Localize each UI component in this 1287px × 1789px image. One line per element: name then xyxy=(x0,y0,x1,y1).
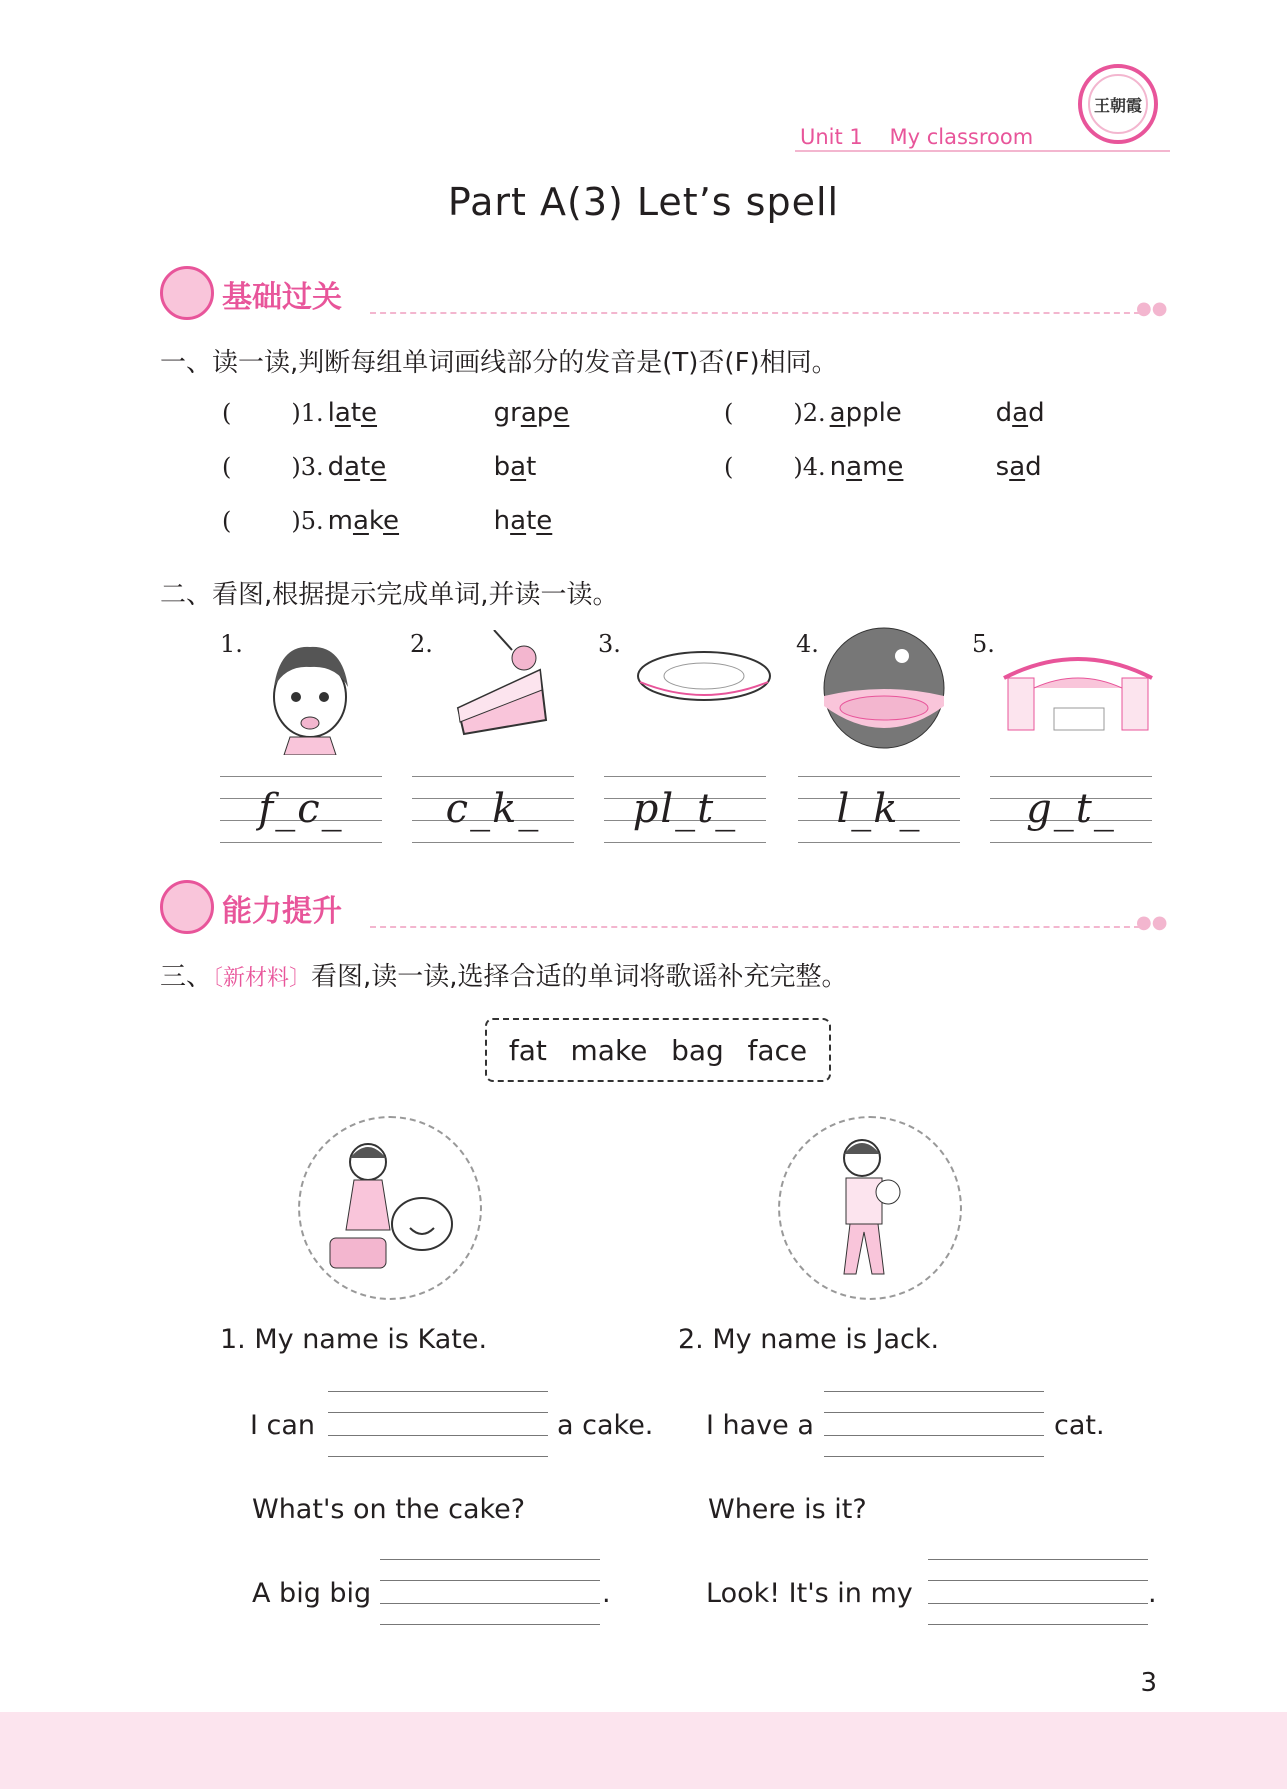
word-option: fat xyxy=(508,1033,547,1067)
sentence: 1. My name is Kate. xyxy=(220,1324,488,1355)
question-heading: 一、读一读,判断每组单词画线部分的发音是(T)否(F)相同。 xyxy=(160,348,838,378)
word-b xyxy=(494,452,537,482)
word-option: bag xyxy=(671,1033,724,1067)
new-material-tag: 〔新材料〕 xyxy=(212,966,312,991)
underlined-letter: a xyxy=(334,398,351,428)
plate-icon xyxy=(634,648,774,708)
item-number: )1. xyxy=(291,399,324,427)
word-part: t xyxy=(350,398,362,428)
word-option: make xyxy=(570,1033,648,1067)
cake-icon xyxy=(450,630,560,740)
underlined-letter: a xyxy=(344,452,361,482)
underlined-letter: a xyxy=(1009,452,1026,482)
answer-blank[interactable] xyxy=(928,1559,1148,1625)
word-a xyxy=(830,398,996,428)
answer-blank[interactable] xyxy=(380,1559,600,1625)
gate-icon xyxy=(1000,648,1156,732)
word-part: p xyxy=(536,398,554,428)
word-part: b xyxy=(493,452,511,482)
word-part: n xyxy=(829,452,847,482)
judge-item xyxy=(222,506,552,536)
logo-text: 王朝霞 xyxy=(1088,74,1148,134)
underlined-letter: e xyxy=(553,398,570,428)
section-title: 能力提升 xyxy=(222,894,342,929)
kate-cake-icon xyxy=(300,1118,480,1298)
sentence: Where is it? xyxy=(708,1494,867,1525)
item-number: )3. xyxy=(291,453,324,481)
item-number: )4. xyxy=(793,453,826,481)
underlined-letter: e xyxy=(361,398,378,428)
writing-grid[interactable] xyxy=(604,776,766,842)
word-part: h xyxy=(493,506,511,536)
student-avatar-icon xyxy=(160,266,214,320)
word-part: m xyxy=(327,506,353,536)
word-hint: l_k_ xyxy=(836,786,922,832)
sentence-suffix: cat. xyxy=(1054,1410,1105,1441)
word-part: s xyxy=(995,452,1010,482)
item-number: 4. xyxy=(796,630,819,658)
word-b xyxy=(494,398,570,428)
item-number: 3. xyxy=(598,630,621,658)
word-part: m xyxy=(862,452,888,482)
answer-paren[interactable]: ( xyxy=(222,507,232,535)
underlined-letter: a xyxy=(846,452,863,482)
word-part: d xyxy=(995,398,1013,428)
page-title: Part A(3) Let’s spell xyxy=(447,180,840,224)
writing-grid[interactable] xyxy=(412,776,574,842)
answer-paren[interactable]: ( xyxy=(222,399,232,427)
sentence-prefix: Look! It's in my xyxy=(706,1578,913,1609)
word-part: t xyxy=(526,452,537,482)
sentence-suffix: . xyxy=(1148,1578,1157,1609)
sentence: What's on the cake? xyxy=(252,1494,526,1525)
header-rule xyxy=(795,150,1170,152)
word-part: t xyxy=(526,506,537,536)
writing-grid[interactable] xyxy=(990,776,1152,842)
word-bank xyxy=(485,1018,831,1082)
answer-paren[interactable]: ( xyxy=(724,453,734,481)
publisher-logo xyxy=(1078,64,1158,144)
word-a xyxy=(328,506,494,536)
lake-icon xyxy=(822,626,946,750)
word-a xyxy=(328,398,494,428)
word-part: pple xyxy=(845,398,902,428)
dots-icon: ●● xyxy=(1136,298,1168,319)
word-hint: g_t_ xyxy=(1026,786,1116,832)
underlined-letter: e xyxy=(383,506,400,536)
answer-paren[interactable]: ( xyxy=(222,453,232,481)
page-number: 3 xyxy=(1140,1668,1157,1698)
writing-grid[interactable] xyxy=(798,776,960,842)
question-text: 看图,读一读,选择合适的单词将歌谣补充完整。 xyxy=(311,962,848,992)
sentence-prefix: A big big xyxy=(252,1578,372,1609)
underlined-letter: a xyxy=(520,398,537,428)
word-a xyxy=(328,452,494,482)
underlined-letter: a xyxy=(352,506,369,536)
word-part: d xyxy=(1025,452,1042,482)
item-number: 1. xyxy=(220,630,243,658)
sentence-prefix: I can xyxy=(250,1410,316,1441)
answer-blank[interactable] xyxy=(824,1391,1044,1457)
underlined-letter: e xyxy=(370,452,387,482)
writing-grid[interactable] xyxy=(220,776,382,842)
word-part: k xyxy=(368,506,384,536)
underlined-letter: a xyxy=(1012,398,1029,428)
item-number: 5. xyxy=(972,630,995,658)
word-part: t xyxy=(360,452,371,482)
word-part: d xyxy=(1028,398,1045,428)
answer-paren[interactable]: ( xyxy=(724,399,734,427)
section-divider xyxy=(370,926,1140,928)
boy-face-icon xyxy=(250,625,380,755)
unit-label: Unit 1 xyxy=(800,125,863,149)
word-part: l xyxy=(327,398,335,428)
underlined-letter: a xyxy=(829,398,846,428)
section-title: 基础过关 xyxy=(222,280,342,315)
item-number: 2. xyxy=(410,630,433,658)
boy-with-cat-illustration xyxy=(778,1116,962,1300)
word-hint: pl_t_ xyxy=(632,786,738,832)
word-part: gr xyxy=(493,398,521,428)
word-hint: f_c_ xyxy=(258,786,344,832)
word-b xyxy=(996,398,1045,428)
word-option: face xyxy=(747,1033,808,1067)
judge-item xyxy=(724,452,1042,482)
unit-topic: My classroom xyxy=(889,125,1034,149)
judge-item xyxy=(222,398,569,428)
question-heading xyxy=(160,956,848,993)
sentence-suffix: . xyxy=(602,1578,611,1609)
judge-item xyxy=(724,398,1045,428)
word-b xyxy=(494,506,553,536)
jack-cat-icon xyxy=(780,1118,960,1298)
sentence: 2. My name is Jack. xyxy=(678,1324,940,1355)
question-number: 三、 xyxy=(160,962,213,992)
sentence-suffix: a cake. xyxy=(557,1410,654,1441)
underlined-letter: e xyxy=(536,506,553,536)
word-a xyxy=(830,452,996,482)
item-number: )2. xyxy=(793,399,826,427)
dots-icon: ●● xyxy=(1136,912,1168,933)
question-heading: 二、看图,根据提示完成单词,并读一读。 xyxy=(160,580,619,610)
word-b xyxy=(996,452,1042,482)
section-divider xyxy=(370,312,1140,314)
judge-item xyxy=(222,452,536,482)
underlined-letter: a xyxy=(510,506,527,536)
word-hint: c_k_ xyxy=(445,786,541,832)
underlined-letter: a xyxy=(510,452,527,482)
item-number: )5. xyxy=(291,507,324,535)
girl-baking-illustration xyxy=(298,1116,482,1300)
teacher-avatar-icon xyxy=(160,880,214,934)
unit-header xyxy=(800,125,1053,149)
word-part: d xyxy=(327,452,345,482)
sentence-prefix: I have a xyxy=(706,1410,814,1441)
underlined-letter: e xyxy=(887,452,904,482)
footer-band xyxy=(0,1712,1287,1789)
answer-blank[interactable] xyxy=(328,1391,548,1457)
